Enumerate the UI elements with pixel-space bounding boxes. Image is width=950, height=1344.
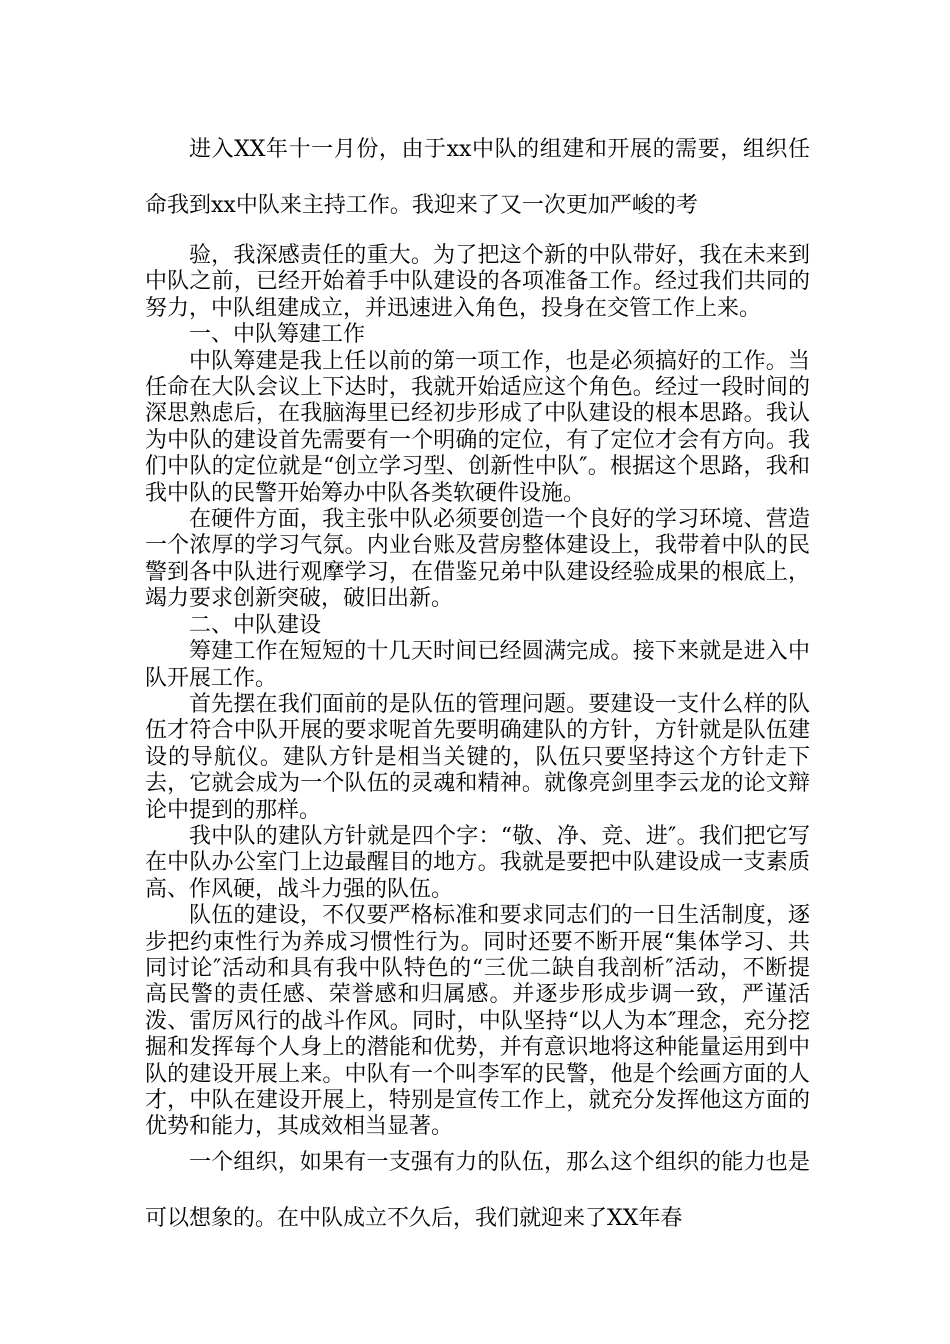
paragraph-last: 一个组织，如果有一支强有力的队伍，那么这个组织的能力也是可以想象的。在中队成立不久后，我们就迎来了XX年春 (145, 1149, 810, 1231)
paragraph: 我中队的建队方针就是四个字：“敬、净、竞、进″。我们把它写在中队办公室门上边最醒目的地方。我就是要把中队建设成一支素质高、作风硬，战斗力强的队伍。 (145, 823, 810, 902)
section-heading-construction: 二、中队建设 (189, 612, 322, 638)
paragraph-intro-continued: 验，我深感责任的重大。为了把这个新的中队带好，我在未来到中队之前，已经开始着手中队建设的各项准备工作。经过我们共同的努力，中队组建成立，并迅速进入角色，投身在交管工作上来。 (145, 243, 810, 321)
paragraph: 中队筹建是我上任以前的第一项工作，也是必须搞好的工作。当任命在大队会议上下达时，我就开始适应这个角色。经过一段时间的深思熟虑后，在我脑海里已经初步形成了中队建设的根本思路。我认为中队的建设首先需要有一个明确的定位，有了定位才会有方向。我们中队的定位就是“创立学习型、创新性中队″。根据这个思路，我和我中队的民警开始筹办中队各类软硬件设施。 (145, 348, 810, 506)
paragraph: 队伍的建设，不仅要严格标准和要求同志们的一日生活制度，逐步把约束性行为养成习惯性行为。同时还要不断开展“集体学习、共同讨论″活动和具有我中队特色的“三优二缺自我剖析″活动，不断提高民警的责任感、荣誉感和归属感。并逐步形成步调一致，严谨活泼、雷厉风行的战斗作风。同时，中队坚持“以人为本″理念，充分挖掘和发挥每个人身上的潜能和优势，并有意识地将这种能量运用到中队的建设开展上来。中队有一个叫李军的民警，他是个绘画方面的人才，中队在建设开展上，特别是宣传工作上，就充分发挥他这方面的优势和能力，其成效相当显著。 (145, 903, 810, 1140)
paragraph: 在硬件方面，我主张中队必须要创造一个良好的学习环境、营造一个浓厚的学习气氛。内业台账及营房整体建设上，我带着中队的民警到各中队进行观摩学习，在借鉴兄弟中队建设经验成果的根底上，竭力要求创新突破，破旧出新。 (145, 507, 810, 612)
section-heading-preparation: 一、中队筹建工作 (189, 322, 366, 348)
paragraph: 首先摆在我们面前的是队伍的管理问题。要建设一支什么样的队伍才符合中队开展的要求呢首先要明确建队的方针，方针就是队伍建设的导航仪。建队方针是相当关键的，队伍只要坚持这个方针走下去，它就会成为一个队伍的灵魂和精神。就像亮剑里李云龙的论文辩论中提到的那样。 (145, 691, 810, 823)
paragraph-intro: 进入XX年十一月份，由于xx中队的组建和开展的需要，组织任命我到xx中队来主持工作。我迎来了又一次更加严峻的考 (145, 137, 810, 218)
paragraph: 筹建工作在短短的十几天时间已经圆满完成。接下来就是进入中队开展工作。 (145, 639, 810, 691)
document-page (145, 0, 810, 1344)
